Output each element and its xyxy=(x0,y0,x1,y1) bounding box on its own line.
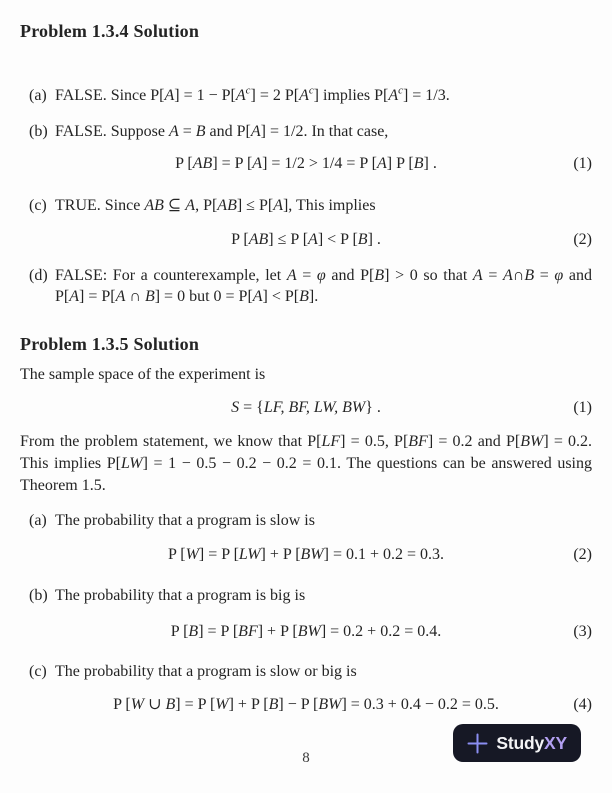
plus-icon xyxy=(467,733,488,754)
equation-body: S = {LF, BF, LW, BW} . xyxy=(231,399,381,416)
item-label: (c) xyxy=(29,197,47,214)
body-paragraph: From the problem statement, we know that P[LF] = 0.5, P[BF] = 0.2 and P[BW] = 0.2. This implies P[LW] = 1 − 0.5 − 0.2 − 0.2 = 0.1. The questions can be answered using Theorem 1.5. xyxy=(20,433,593,494)
equation-body: P [AB] ≤ P [A] < P [B] . xyxy=(231,231,381,248)
equation-number: (2) xyxy=(573,231,592,248)
item-label: (a) xyxy=(29,87,47,104)
item-label: (c) xyxy=(29,663,47,680)
list-item-a xyxy=(29,510,592,531)
item-text: The probability that a program is slow or big is xyxy=(55,663,357,680)
equation-row xyxy=(20,397,592,418)
equation-number: (3) xyxy=(573,623,592,640)
equation-row xyxy=(20,229,592,250)
list-item-d xyxy=(29,265,592,307)
brand-study-label: Study xyxy=(496,732,545,753)
list-item-a xyxy=(29,85,592,106)
equation-row xyxy=(20,153,592,174)
section-heading-problem-135: Problem 1.3.5 Solution xyxy=(20,334,200,354)
studyxy-logo-badge xyxy=(453,724,581,762)
item-text: The probability that a program is big is xyxy=(55,587,306,604)
list-item-b xyxy=(29,585,592,606)
list-item-b xyxy=(29,121,592,142)
equation-number: (4) xyxy=(573,696,592,713)
equation-body: P [W ∪ B] = P [W] + P [B] − P [BW] = 0.3 + 0.4 − 0.2 = 0.5. xyxy=(113,696,499,713)
equation-number: (1) xyxy=(573,155,592,172)
intro-text: The sample space of the experiment is xyxy=(20,366,266,383)
item-text: FALSE. Suppose A = B and P[A] = 1/2. In that case, xyxy=(55,123,389,140)
brand-text xyxy=(496,733,567,754)
item-text: FALSE. Since $P[A] = 1 - P[A^c] = 2$ $P[A^c]$ implies $P[A^c] = 1/3$. xyxy=(55,84,450,104)
section-heading-problem-134: Problem 1.3.4 Solution xyxy=(20,21,200,41)
item-label: (d) xyxy=(29,267,48,284)
equation-body: P [AB] = P [A] = 1/2 > 1/4 = P [A] P [B] . xyxy=(175,155,437,172)
item-text: The probability that a program is slow is xyxy=(55,512,315,529)
brand-xy-label: XY xyxy=(544,732,567,753)
equation-row xyxy=(20,621,592,642)
equation-body: P [W] = P [LW] + P [BW] = 0.1 + 0.2 = 0.3. xyxy=(167,546,445,563)
item-text: FALSE: For a counterexample, let A = φ and P[B] > 0 so that A = A∩B = φ and P[A] = P[A ∩ B] = 0 but 0 = P[A] < P[B]. xyxy=(55,267,593,305)
equation-number: (2) xyxy=(573,546,592,563)
equation-number: (1) xyxy=(573,399,592,416)
item-label: (b) xyxy=(29,587,48,604)
equation-row xyxy=(20,694,592,715)
list-item-c xyxy=(29,661,592,682)
item-label: (a) xyxy=(29,512,47,529)
page-number: 8 xyxy=(302,750,310,766)
item-label: (b) xyxy=(29,123,48,140)
item-text: TRUE. Since AB ⊆ A, P[AB] ≤ P[A], This implies xyxy=(55,197,376,214)
equation-row xyxy=(20,544,592,565)
list-item-c xyxy=(29,195,592,216)
equation-body: P [B] = P [BF] + P [BW] = 0.2 + 0.2 = 0.4. xyxy=(170,623,442,640)
